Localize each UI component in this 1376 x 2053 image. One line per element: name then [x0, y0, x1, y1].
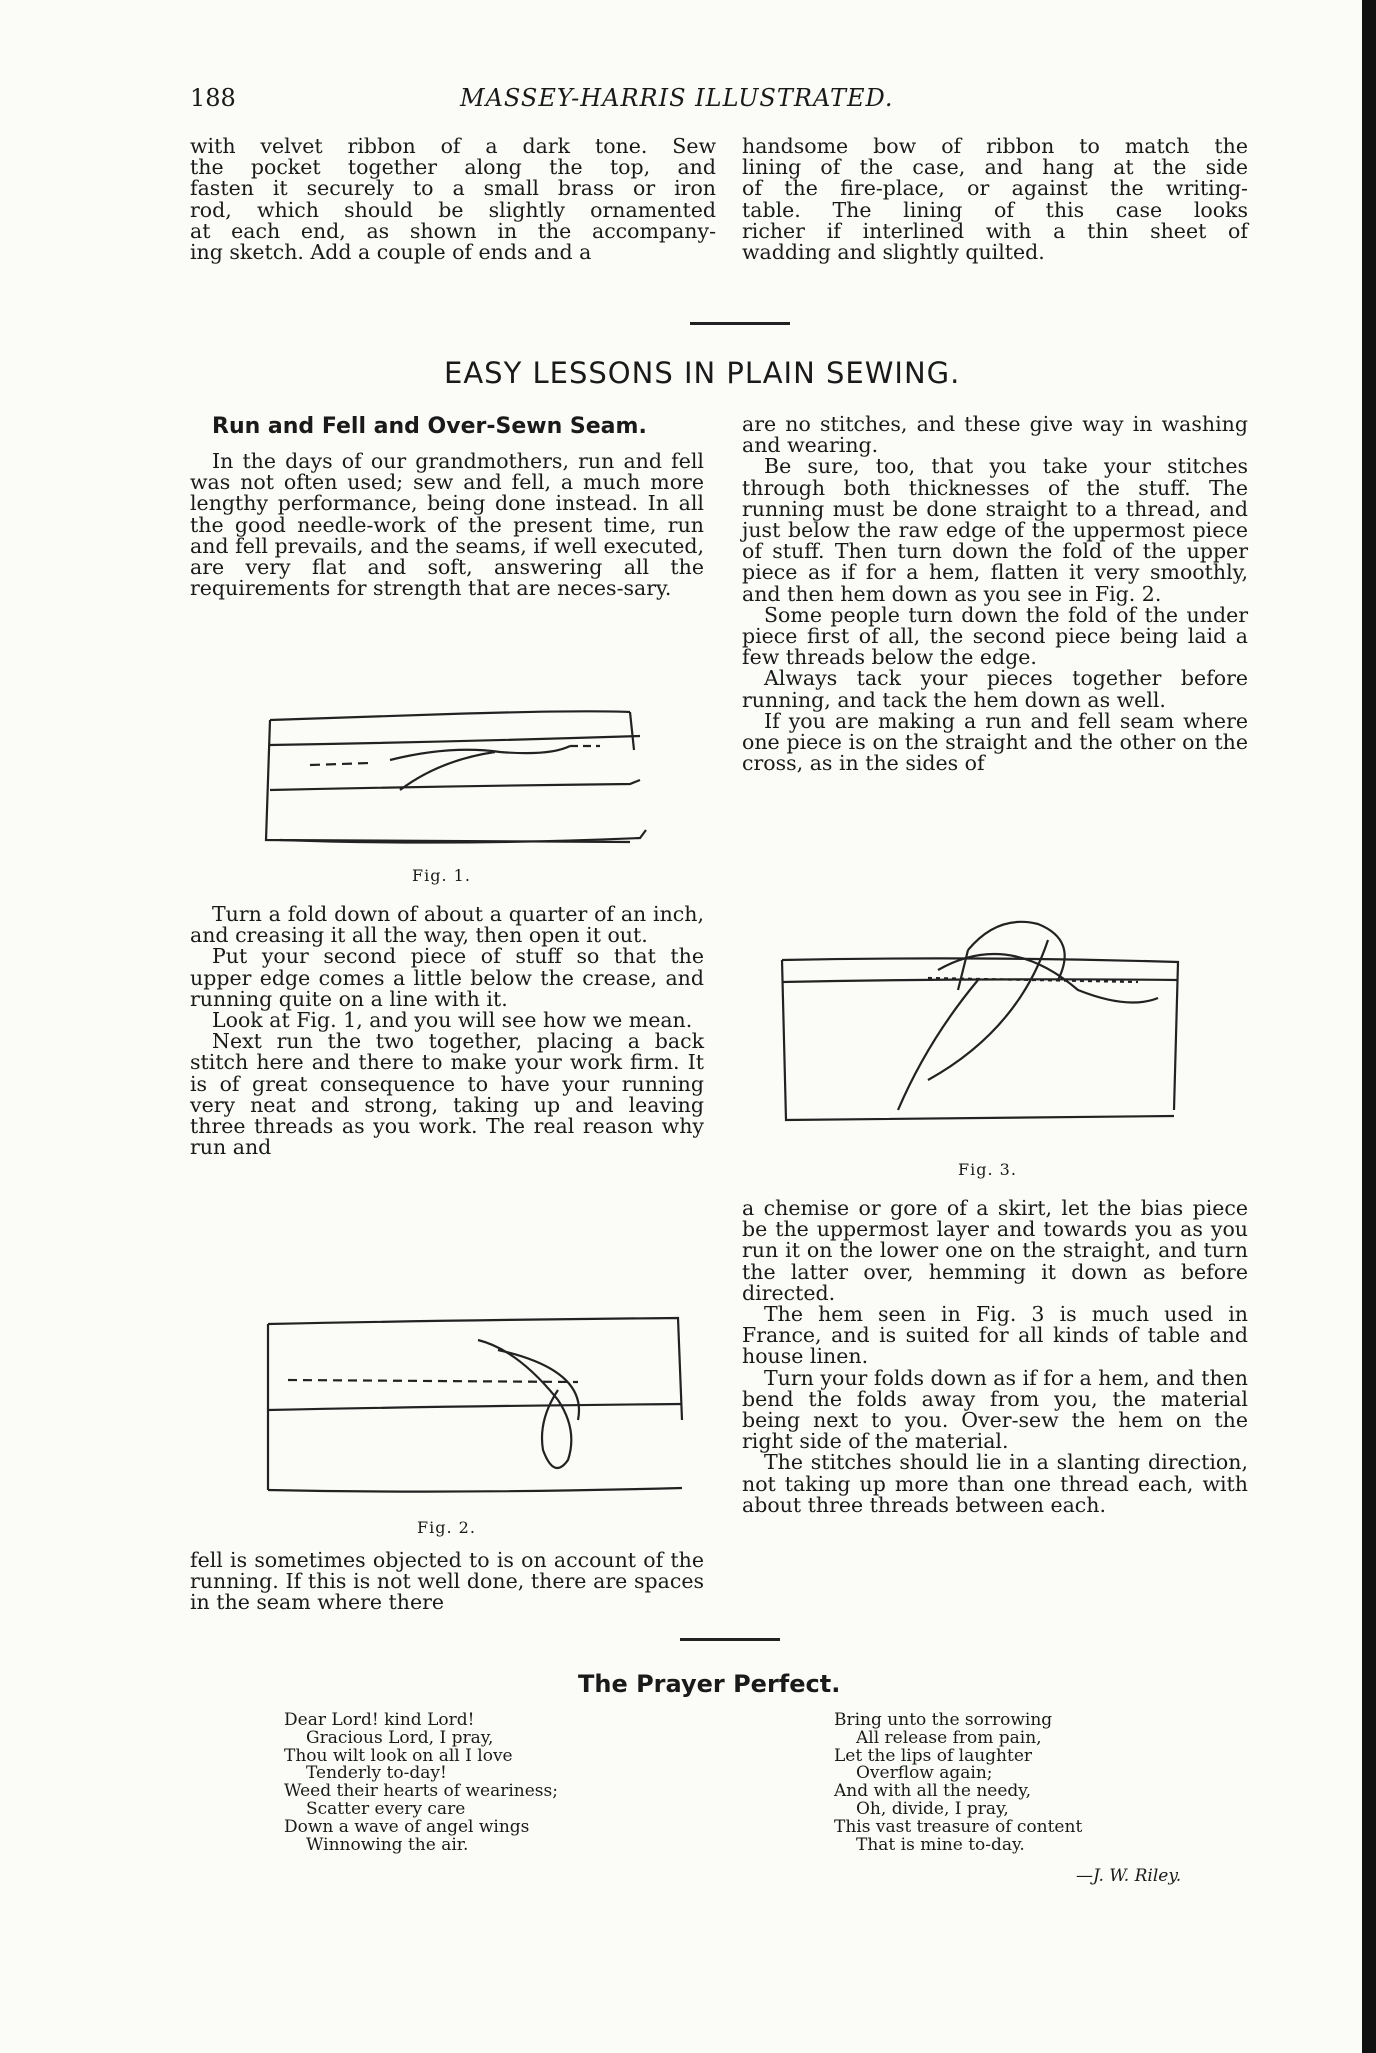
poem-line: Oh, divide, I pray, — [856, 1798, 1009, 1819]
paragraph: Look at Fig. 1, and you will see how we mean. — [212, 1008, 693, 1033]
paragraph: Some people turn down the fold of the under piece first of all, the second piece being laid a few threads below the edge. — [742, 602, 1248, 670]
poem-right-stanza — [834, 1712, 1082, 1854]
poem-line: Scatter every care — [306, 1798, 466, 1819]
paragraph: Be sure, too, that you take your stitches through both thicknesses of the stuff. The running must be done straight to a thread, and just below the raw edge of the uppermost piece of stuff. Then turn down the fold of the upper piece as if for a hem, flatten it very smoothly, and then hem down as you see in Fig. 2. — [742, 454, 1248, 606]
poem-author: —J. W. Riley. — [1076, 1866, 1182, 1886]
top-left-text — [190, 136, 716, 263]
poem-line: Overflow again; — [856, 1763, 993, 1784]
top-right-text — [742, 136, 1248, 263]
paragraph: Turn your folds down as if for a hem, and then bend the folds away from you, the material being next to you. Over-sew the hem on the right side of the material. — [742, 1365, 1248, 1454]
fig1-illustration — [250, 690, 690, 860]
paragraph: The hem seen in Fig. 3 is much used in France, and is suited for all kinds of table and house linen. — [742, 1302, 1248, 1369]
fig2-caption: Fig. 2. — [417, 1518, 476, 1537]
paragraph: a chemise or gore of a skirt, let the bias piece be the uppermost layer and towards you as you run it on the lower one on the straight, and turn the latter over, hemming it down as before directed. — [742, 1196, 1248, 1305]
poem-line: Weed their hearts of weariness; — [284, 1781, 558, 1802]
section-title: EASY LESSONS IN PLAIN SEWING. — [444, 356, 961, 390]
text-line: wadding and slightly quilted. — [742, 240, 1045, 265]
text-line: rod, which should be slightly ornamented — [190, 197, 716, 222]
left-column-continued — [190, 1550, 704, 1614]
poem-divider — [680, 1638, 780, 1641]
text-line: lining of the case, and hang at the side — [742, 155, 1248, 180]
poem-line: Bring unto the sorrowing — [834, 1710, 1053, 1730]
text-line: table. The lining of this case looks — [742, 197, 1248, 222]
poem-left-stanza — [284, 1712, 558, 1854]
text-line: ing sketch. Add a couple of ends and a — [190, 240, 592, 265]
right-column-continued — [742, 1198, 1248, 1516]
page-edge-shadow — [1362, 0, 1376, 2053]
left-column-intro — [190, 451, 704, 599]
paragraph: Put your second piece of stuff so that the upper edge comes a little below the crease, and running quite on a line with it. — [190, 944, 704, 1011]
paragraph: Always tack your pieces together before running, and tack the hem down as well. — [742, 666, 1248, 712]
poem-line: Down a wave of angel wings — [284, 1816, 530, 1837]
paragraph: fell is sometimes objected to is on account of the running. If this is not well done, there are spaces in the seam where there — [190, 1548, 704, 1615]
text-line: fasten it securely to a small brass or iron — [190, 176, 716, 201]
paragraph: Next run the two together, placing a back stitch here and there to make your work firm. It is of great consequence to have your running very neat and strong, taking up and leaving three threads as you work. The real reason why run and — [190, 1029, 704, 1160]
page-header — [190, 84, 950, 124]
left-column-instructions — [190, 904, 704, 1158]
right-column-text — [742, 414, 1248, 774]
fig3-caption: Fig. 3. — [958, 1160, 1017, 1179]
poem-line: Winnowing the air. — [306, 1834, 469, 1855]
paragraph: If you are making a run and fell seam where one piece is on the straight and the other on the cross, as in the sides of — [742, 708, 1248, 776]
text-line: of the fire-place, or against the writing- — [742, 176, 1248, 201]
poem-title: The Prayer Perfect. — [578, 1670, 841, 1698]
fig3-illustration — [778, 910, 1198, 1140]
poem-line: Dear Lord! kind Lord! — [284, 1710, 475, 1730]
text-line: at each end, as shown in the accompany- — [190, 218, 716, 243]
paragraph: In the days of our grandmothers, run and fell was not often used; sew and fell, a much more lengthy performance, being done instead. In all the good needle-work of the present time, run and fell prevails, and the seams, if well executed, are very flat and soft, answering all the requirements for strength that are neces-sary. — [190, 449, 704, 601]
section-divider — [690, 322, 790, 325]
fig1-caption: Fig. 1. — [412, 866, 471, 885]
poem-line: And with all the needy, — [834, 1781, 1032, 1802]
paragraph: Turn a fold down of about a quarter of an inch, and creasing it all the way, then open it out. — [190, 902, 704, 948]
subheading: Run and Fell and Over-Sewn Seam. — [212, 414, 647, 439]
poem-line: Thou wilt look on all I love — [284, 1745, 513, 1766]
text-line: with velvet ribbon of a dark tone. Sew — [190, 134, 716, 158]
text-line: the pocket together along the top, and — [190, 155, 716, 180]
running-head: MASSEY-HARRIS ILLUSTRATED. — [460, 84, 894, 112]
text-line: richer if interlined with a thin sheet of — [742, 218, 1248, 243]
poem-line: This vast treasure of content — [834, 1816, 1083, 1837]
fig2-illustration — [258, 1310, 698, 1500]
poem-line: Gracious Lord, I pray, — [306, 1727, 494, 1748]
text-line: handsome bow of ribbon to match the — [742, 134, 1248, 158]
poem-line: That is mine to-day. — [856, 1834, 1025, 1855]
poem-line: Tenderly to-day! — [306, 1763, 447, 1784]
poem-line: Let the lips of laughter — [834, 1745, 1033, 1766]
paragraph: are no stitches, and these give way in washing and wearing. — [742, 412, 1248, 458]
poem-line: All release from pain, — [856, 1727, 1042, 1748]
page-number: 188 — [190, 84, 236, 112]
paragraph: The stitches should lie in a slanting direction, not taking up more than one thread each, with about three threads between each. — [742, 1450, 1248, 1517]
